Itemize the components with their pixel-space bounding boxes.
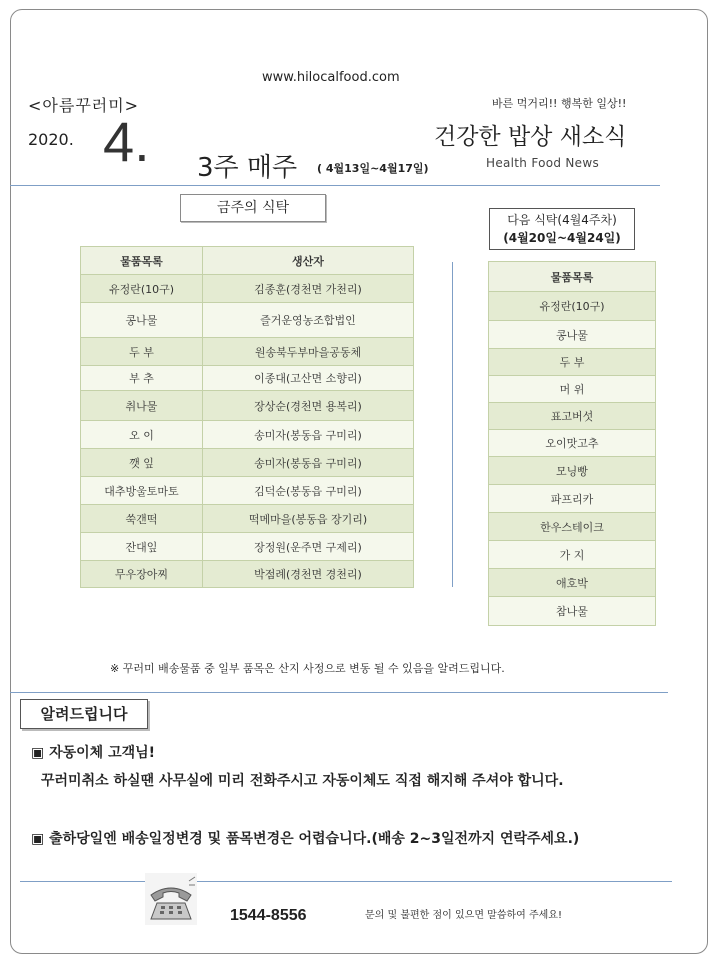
newsletter-subheadline: Health Food News: [486, 156, 600, 170]
next-week-title: [489, 208, 635, 250]
phone-number[interactable]: 1544-8556: [230, 907, 307, 924]
table-row: [489, 349, 656, 376]
item-cell: 대추방울토마토: [81, 477, 203, 505]
item-cell: 오 이: [81, 421, 203, 449]
item-cell: 두 부: [489, 349, 656, 376]
producer-cell: 김종훈(경천면 가천리): [203, 275, 414, 303]
week-title: 3주 매주: [197, 153, 298, 183]
next-week-range: (4월20일~4월24일): [503, 231, 621, 245]
this-week-title: 금주의 식탁: [180, 194, 326, 222]
table-row: [489, 485, 656, 513]
slogan: 바른 먹거리!! 행복한 일상!!: [492, 97, 627, 110]
brand-name: <아름꾸러미>: [28, 96, 140, 115]
table-row: [81, 366, 414, 391]
telephone-icon: [145, 873, 197, 925]
item-cell: 표고버섯: [489, 403, 656, 430]
next-week-label: 다음 식탁(4월4주차): [507, 213, 617, 227]
table-row: [81, 449, 414, 477]
table-row: [81, 338, 414, 366]
this-week-table: [80, 246, 414, 588]
table-row: [489, 513, 656, 541]
table-row: [489, 541, 656, 569]
issue-year: 2020.: [28, 130, 74, 149]
table-row: [489, 597, 656, 626]
table-row: [81, 477, 414, 505]
item-cell: 머 위: [489, 376, 656, 403]
item-cell: 쑥갠떡: [81, 505, 203, 533]
table-row: [489, 321, 656, 349]
announcement-2: ▣ 출하당일엔 배송일정변경 및 품목변경은 어렵습니다.(배송 2~3일전까지 연락주세요.): [31, 831, 580, 847]
item-cell: 모닝빵: [489, 457, 656, 485]
producer-cell: 장상순(경천면 용복리): [203, 391, 414, 421]
item-cell: 오이맛고추: [489, 430, 656, 457]
producer-cell: 원송북두부마을공동체: [203, 338, 414, 366]
contact-text: 문의 및 불편한 점이 있으면 말씀하여 주세요!: [365, 910, 562, 921]
column-header: 물품목록: [81, 247, 203, 275]
producer-cell: 송미자(봉동읍 구미리): [203, 449, 414, 477]
producer-cell: 떡메마을(봉동읍 장기리): [203, 505, 414, 533]
item-cell: 참나물: [489, 597, 656, 626]
item-cell: 취나물: [81, 391, 203, 421]
item-cell: 깻 잎: [81, 449, 203, 477]
table-header-row: [489, 262, 656, 292]
newsletter-headline: 건강한 밥상 새소식: [434, 124, 627, 150]
item-cell: 한우스테이크: [489, 513, 656, 541]
item-cell: 두 부: [81, 338, 203, 366]
announcement-1-title: ▣ 자동이체 고객님!: [31, 745, 156, 761]
table-row: [489, 569, 656, 597]
table-row: [489, 403, 656, 430]
item-cell: 유정란(10구): [489, 292, 656, 321]
table-row: [81, 533, 414, 561]
item-cell: 콩나물: [81, 303, 203, 338]
producer-cell: 이종대(고산면 소향리): [203, 366, 414, 391]
table-row: [489, 292, 656, 321]
table-row: [81, 505, 414, 533]
producer-cell: 박점례(경천면 경천리): [203, 561, 414, 588]
week-range: ( 4월13일~4월17일): [317, 162, 429, 175]
section-divider: [10, 692, 668, 693]
header-divider: [10, 185, 660, 186]
producer-cell: 김덕순(봉동읍 구미리): [203, 477, 414, 505]
column-header: 물품목록: [489, 262, 656, 292]
producer-cell: 즐거운영농조합법인: [203, 303, 414, 338]
producer-cell: 송미자(봉동읍 구미리): [203, 421, 414, 449]
producer-cell: 장정원(운주면 구제리): [203, 533, 414, 561]
issue-month: 4.: [103, 110, 150, 173]
item-cell: 콩나물: [489, 321, 656, 349]
item-cell: 잔대잎: [81, 533, 203, 561]
item-cell: 부 추: [81, 366, 203, 391]
table-row: [81, 421, 414, 449]
item-cell: 가 지: [489, 541, 656, 569]
table-row: [81, 303, 414, 338]
table-header-row: [81, 247, 414, 275]
footer-divider: [20, 881, 672, 882]
item-cell: 무우장아찌: [81, 561, 203, 588]
table-row: [81, 275, 414, 303]
column-header: 생산자: [203, 247, 414, 275]
item-cell: 유정란(10구): [81, 275, 203, 303]
announcements-title: 알려드립니다: [20, 699, 148, 729]
item-cell: 파프리카: [489, 485, 656, 513]
table-row: [81, 561, 414, 588]
column-divider: [452, 262, 453, 587]
announcement-1-body: 꾸러미취소 하실땐 사무실에 미리 전화주시고 자동이체도 직접 해지해 주셔야 합니다.: [41, 773, 564, 789]
table-row: [489, 430, 656, 457]
table-row: [489, 457, 656, 485]
table-row: [81, 391, 414, 421]
next-week-table: [488, 261, 656, 626]
website-url[interactable]: www.hilocalfood.com: [262, 70, 400, 85]
notice-text: ※ 꾸러미 배송물품 중 일부 품목은 산지 사정으로 변동 될 수 있음을 알려드립니다.: [110, 662, 505, 675]
item-cell: 애호박: [489, 569, 656, 597]
table-row: [489, 376, 656, 403]
